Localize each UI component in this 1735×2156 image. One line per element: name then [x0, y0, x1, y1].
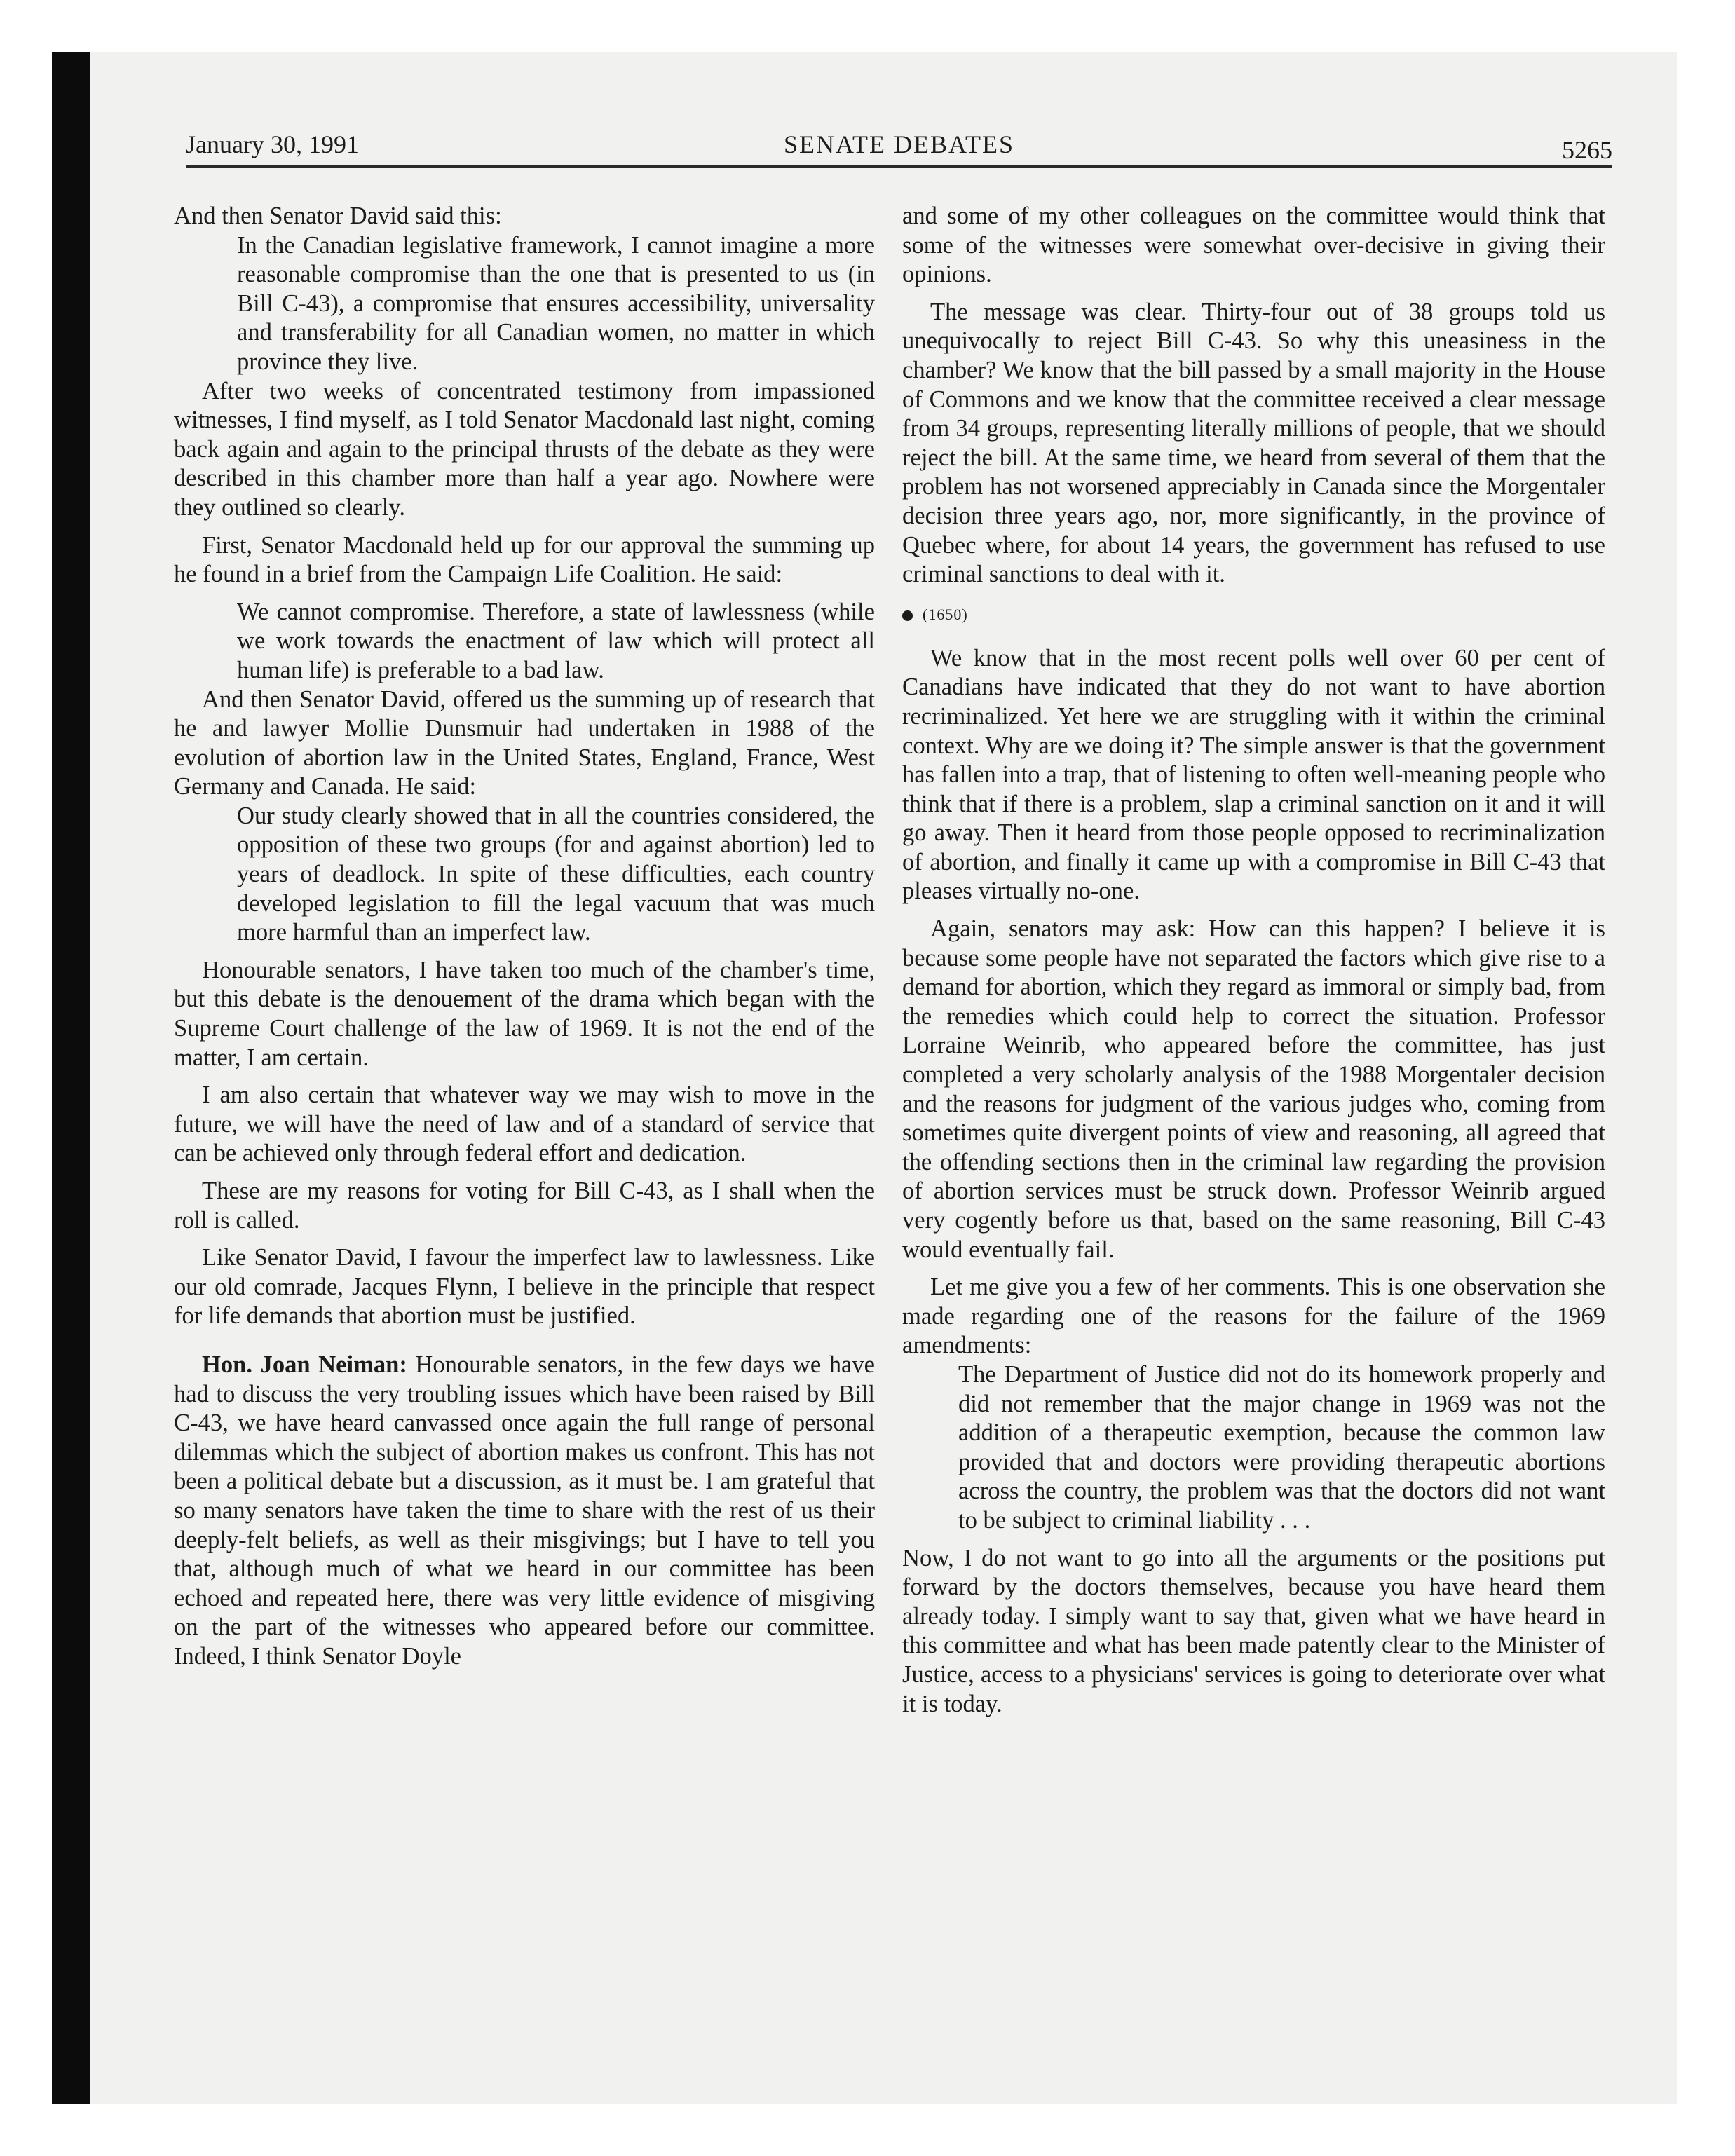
- paragraph: These are my reasons for voting for Bill C-43, as I shall when the roll is called.: [174, 1178, 875, 1234]
- speech-text: Honourable senators, in the few days we have had to discuss the very troubling issues which have been raised by Bill C-43, we have heard canvassed once again the full range of personal dilemmas which the subject of abortion makes us confront. This has not been a political debate but a discussion, as it must be. I am grateful that so many senators have taken the time to share with the rest of us their deeply-felt beliefs, as well as their misgivings; but I have to tell you that, although much of what we heard in our committee has been echoed and repeated here, there was very little evidence of misgiving on the part of the witnesses who appeared before our committee. Indeed, I think Senator Doyle: [174, 1351, 875, 1670]
- page-header: [186, 126, 1612, 168]
- bullet-icon: [902, 610, 913, 621]
- paragraph: I am also certain that whatever way we may wish to move in the future, we will have the need of law and of a standard of service that can be achieved only through federal effort and dedication.: [174, 1082, 875, 1167]
- paragraph: Honourable senators, I have taken too much of the chamber's time, but this debate is the denouement of the drama which began with the Supreme Court challenge of the law of 1969. It is not the end of the matter, I am certain.: [174, 956, 875, 1071]
- time-marker: [902, 601, 1605, 629]
- paragraph: Again, senators may ask: How can this happen? I believe it is because some people have not separated the factors which give rise to a demand for abortion, which they regard as immoral or simply bad, from the remedies which could help to correct the situation. Professor Lorraine Weinrib, who appeared before the committee, has just completed a very scholarly analysis of the 1988 Morgentaler decision and the reasons for judgment of the various judges who, coming from sometimes quite divergent points of view and reasoning, all agreed that the offending sections then in the criminal law regarding the provision of abortion services must be struck down. Professor Weinrib argued very cogently before us that, based on the same reasoning, Bill C-43 would eventually fail.: [902, 915, 1605, 1263]
- right-column: [902, 202, 1605, 1719]
- block-quote: We cannot compromise. Therefore, a state of lawlessness (while we work towards the enactment of law which will protect all human life) is preferable to a bad law.: [237, 598, 875, 683]
- binding-edge: [52, 52, 90, 2104]
- speaker-name: Hon. Joan Neiman:: [202, 1351, 407, 1378]
- header-date: January 30, 1991: [186, 130, 359, 158]
- time-marker-label: (1650): [923, 605, 968, 623]
- speech-paragraph: [174, 1351, 875, 1672]
- block-quote: In the Canadian legislative framework, I cannot imagine a more reasonable compromise than the one that is presented to us (in Bill C-43), a compromise that ensures accessibility, universality and transferability for all Canadian women, no matter in which province they live.: [237, 231, 875, 375]
- paragraph: Like Senator David, I favour the imperfect law to lawlessness. Like our old comrade, Jacques Flynn, I believe in the principle that respect for life demands that abortion must be justified.: [174, 1244, 875, 1330]
- page-number: 5265: [1562, 136, 1612, 164]
- header-title: SENATE DEBATES: [783, 130, 1014, 158]
- paragraph: The message was clear. Thirty-four out of 38 groups told us unequivocally to reject Bill C-43. So why this uneasiness in the chamber? We know that the bill passed by a small majority in the House of Commons and we know that the committee received a clear message from 34 groups, representing literally millions of people, that we should reject the bill. At the same time, we heard from several of them that the problem has not worsened appreciably in Canada since the Morgentaler decision three years ago, nor, more significantly, in the province of Quebec where, for about 14 years, the government has refused to use criminal sanctions to deal with it.: [902, 298, 1605, 588]
- paragraph: We know that in the most recent polls well over 60 per cent of Canadians have indicated that they do not want to have abortion recriminalized. Yet here we are struggling with it within the criminal context. Why are we doing it? The simple answer is that the government has fallen into a trap, that of listening to often well-meaning people who think that if there is a problem, slap a criminal sanction on it and it will go away. Then it heard from those people opposed to recriminalization of abortion, and finally it came up with a compromise in Bill C-43 that pleases virtually no-one.: [902, 644, 1605, 905]
- left-column: [174, 202, 875, 1672]
- paragraph: and some of my other colleagues on the committee would think that some of the witnesses were somewhat over-decisive in giving their opinions.: [902, 203, 1605, 288]
- block-quote: Our study clearly showed that in all the countries considered, the opposition of these two groups (for and against abortion) led to years of deadlock. In spite of these difficulties, each country developed legislation to fill the legal vacuum that was much more harmful than an imperfect law.: [237, 802, 875, 946]
- paragraph: And then Senator David said this:: [174, 203, 502, 229]
- block-quote: The Department of Justice did not do its homework properly and did not remember that the major change in 1969 was not the addition of a therapeutic exemption, because the common law provided that and doctors were providing therapeutic abortions across the country, the problem was that the doctors did not want to be subject to criminal liability . . .: [958, 1360, 1605, 1534]
- paragraph: And then Senator David, offered us the summing up of research that he and lawyer Mollie Dunsmuir had undertaken in 1988 of the evolution of abortion law in the United States, England, France, West Germany and Canada. He said:: [174, 685, 875, 800]
- paragraph: Let me give you a few of her comments. This is one observation she made regarding one of the reasons for the failure of the 1969 amendments:: [902, 1274, 1605, 1359]
- paragraph: After two weeks of concentrated testimony from impassioned witnesses, I find myself, as I told Senator Macdonald last night, coming back again and again to the principal thrusts of the debate as they were described in this chamber more than half a year ago. Nowhere were they outlined so clearly.: [174, 377, 875, 521]
- paragraph: First, Senator Macdonald held up for our approval the summing up he found in a brief from the Campaign Life Coalition. He said:: [174, 531, 875, 588]
- paragraph: Now, I do not want to go into all the arguments or the positions put forward by the doctors themselves, because you have heard them already today. I simply want to say that, given what we have heard in this committee and what has been made patently clear to the Minister of Justice, access to a physicians' services is going to deteriorate over what it is today.: [902, 1544, 1605, 1717]
